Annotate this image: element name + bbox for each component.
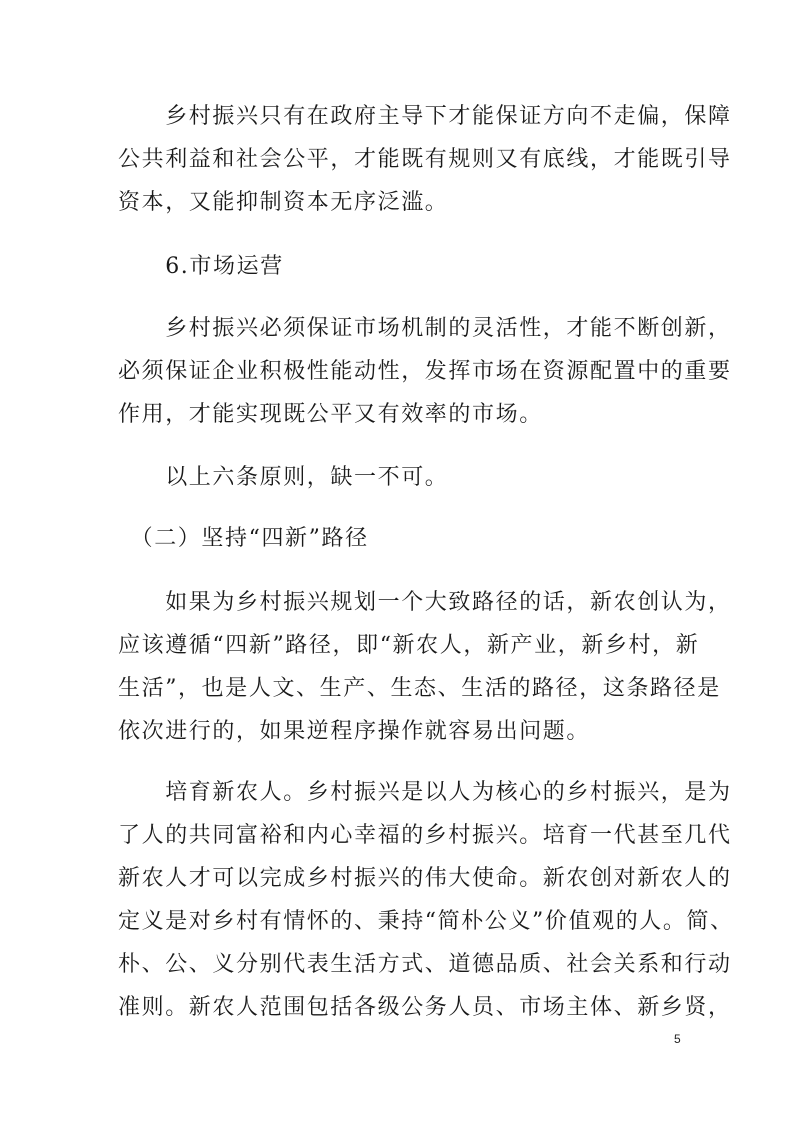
page-number: 5 (674, 1032, 681, 1046)
text-line: 必须保证企业积极性能动性，发挥市场在资源配置中的重要 (118, 359, 732, 384)
text-line: 生活”，也是人文、生产、生态、生活的路径，这条路径是 (118, 676, 721, 701)
text-line: 了人的共同富裕和内心幸福的乡村振兴。培育一代甚至几代 (118, 823, 732, 848)
paragraph-new-farmers (118, 771, 734, 1029)
text-line: 朴、公、义分别代表生活方式、道德品质、社会关系和行动 (118, 952, 732, 977)
text-line: 乡村振兴必须保证市场机制的灵活性，才能不断创新， (118, 316, 732, 341)
text-line: 准则。新农人范围包括各级公务人员、市场主体、新乡贤， (118, 995, 732, 1020)
text-line: 应该遵循“四新”路径，即“新农人，新产业，新乡村，新 (118, 633, 700, 658)
text-line: 乡村振兴只有在政府主导下才能保证方向不走偏，保障 (118, 104, 732, 129)
paragraph-six-principles (118, 456, 690, 499)
paragraph-market-operation (118, 307, 732, 436)
paragraph-government-leadership (118, 95, 732, 224)
text-line: 以上六条原则，缺一不可。 (118, 465, 449, 490)
text-line: 6.市场运营 (118, 254, 284, 279)
text-line: 培育新农人。乡村振兴是以人为核心的乡村振兴，是为 (118, 780, 732, 805)
paragraph-four-new-paths (118, 581, 732, 753)
text-line: 依次进行的，如果逆程序操作就容易出问题。 (118, 719, 591, 744)
heading-four-new-paths (118, 517, 690, 560)
text-line: 定义是对乡村有情怀的、秉持“简朴公义”价值观的人。简、 (118, 909, 734, 934)
heading-market-operation (118, 245, 690, 288)
text-line: 资本，又能抑制资本无序泛滥。 (118, 190, 449, 215)
text-line: 新农人才可以完成乡村振兴的伟大使命。新农创对新农人的 (118, 866, 732, 891)
text-line: 作用，才能实现既公平又有效率的市场。 (118, 402, 543, 427)
text-line: 公共利益和社会公平，才能既有规则又有底线，才能既引导 (118, 147, 732, 172)
text-line: 如果为乡村振兴规划一个大致路径的话，新农创认为， (118, 590, 732, 615)
text-line: （二）坚持“四新”路径 (118, 526, 369, 551)
